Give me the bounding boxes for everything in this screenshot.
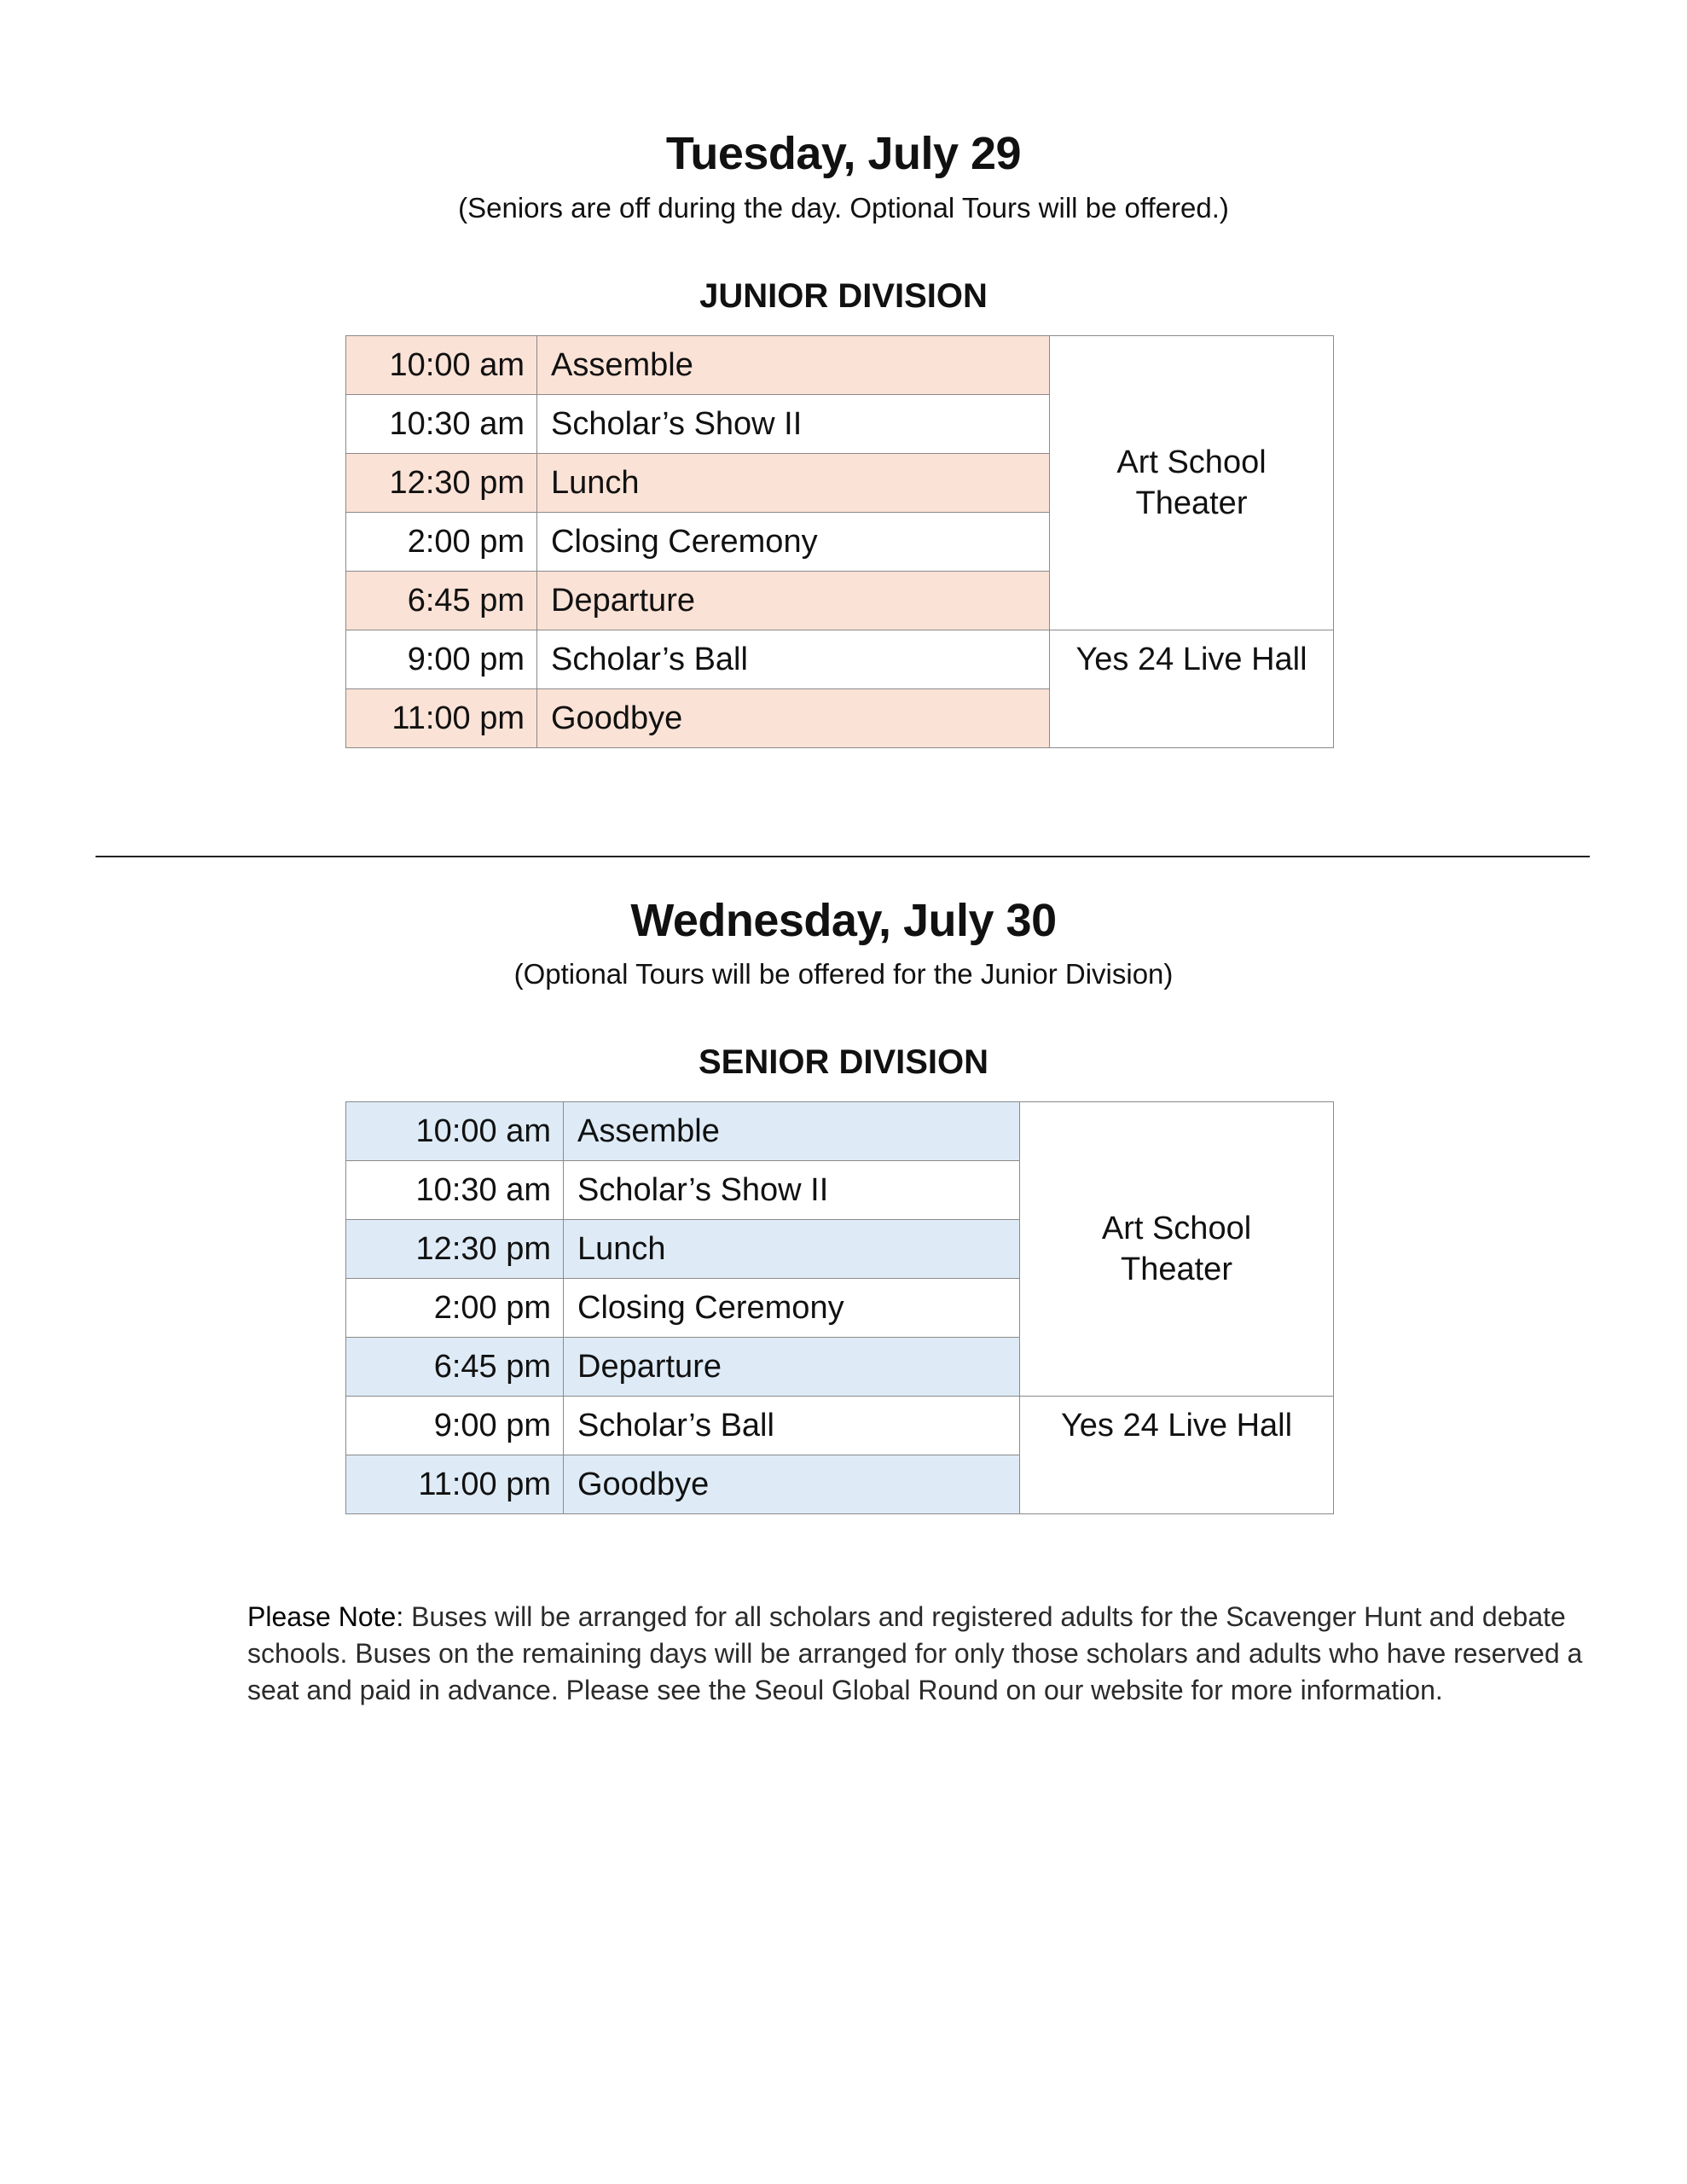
row-event: Scholar’s Ball bbox=[564, 1397, 1020, 1455]
venue-live-hall: Yes 24 Live Hall bbox=[1020, 1397, 1334, 1514]
row-time: 10:30 am bbox=[346, 1161, 564, 1220]
senior-schedule-table bbox=[345, 1101, 1334, 1514]
venue-line: Art School bbox=[1116, 444, 1267, 480]
junior-schedule-table bbox=[345, 335, 1334, 748]
row-time: 11:00 pm bbox=[346, 689, 537, 748]
venue-art-school bbox=[1020, 1102, 1334, 1397]
row-event: Scholar’s Ball bbox=[537, 630, 1050, 689]
venue-line: Art School bbox=[1101, 1211, 1252, 1246]
row-event: Departure bbox=[564, 1338, 1020, 1397]
wednesday-subtitle: (Optional Tours will be offered for the Junior Division) bbox=[513, 958, 1174, 990]
row-event: Scholar’s Show II bbox=[564, 1161, 1020, 1220]
table-row bbox=[346, 1397, 1334, 1455]
row-time: 10:00 am bbox=[346, 1102, 564, 1161]
table-row bbox=[346, 630, 1334, 689]
note-label: Please Note: bbox=[247, 1601, 404, 1632]
row-event: Closing Ceremony bbox=[564, 1279, 1020, 1338]
venue-line: Theater bbox=[1135, 485, 1248, 521]
junior-division-heading: JUNIOR DIVISION bbox=[699, 277, 988, 315]
row-time: 11:00 pm bbox=[346, 1455, 564, 1514]
row-event: Lunch bbox=[564, 1220, 1020, 1279]
table-row bbox=[346, 336, 1334, 395]
row-event: Goodbye bbox=[537, 689, 1050, 748]
row-time: 9:00 pm bbox=[346, 630, 537, 689]
row-event: Closing Ceremony bbox=[537, 513, 1050, 572]
note-text: Buses will be arranged for all scholars and registered adults for the Scavenger Hunt and debate schools. Buses on the remaining days will be arranged for only those scholars and adults who have reserved a seat and paid in advance. Please see the Seoul Global Round on our website for more information. bbox=[247, 1601, 1583, 1705]
row-time: 2:00 pm bbox=[346, 1279, 564, 1338]
row-event: Scholar’s Show II bbox=[537, 395, 1050, 454]
row-time: 12:30 pm bbox=[346, 454, 537, 513]
row-event: Assemble bbox=[537, 336, 1050, 395]
tuesday-title: Tuesday, July 29 bbox=[665, 128, 1022, 179]
tuesday-subtitle: (Seniors are off during the day. Optional Tours will be offered.) bbox=[458, 192, 1229, 224]
wednesday-title: Wednesday, July 30 bbox=[630, 895, 1057, 946]
row-event: Goodbye bbox=[564, 1455, 1020, 1514]
row-event: Assemble bbox=[564, 1102, 1020, 1161]
row-time: 2:00 pm bbox=[346, 513, 537, 572]
row-time: 12:30 pm bbox=[346, 1220, 564, 1279]
please-note-paragraph bbox=[247, 1599, 1591, 1709]
section-divider bbox=[96, 856, 1590, 857]
table-row bbox=[346, 1102, 1334, 1161]
venue-live-hall: Yes 24 Live Hall bbox=[1050, 630, 1334, 748]
venue-art-school bbox=[1050, 336, 1334, 630]
row-time: 9:00 pm bbox=[346, 1397, 564, 1455]
row-time: 6:45 pm bbox=[346, 572, 537, 630]
row-time: 10:30 am bbox=[346, 395, 537, 454]
row-event: Lunch bbox=[537, 454, 1050, 513]
row-time: 6:45 pm bbox=[346, 1338, 564, 1397]
senior-division-heading: SENIOR DIVISION bbox=[698, 1043, 989, 1081]
row-time: 10:00 am bbox=[346, 336, 537, 395]
venue-line: Theater bbox=[1121, 1252, 1232, 1287]
row-event: Departure bbox=[537, 572, 1050, 630]
